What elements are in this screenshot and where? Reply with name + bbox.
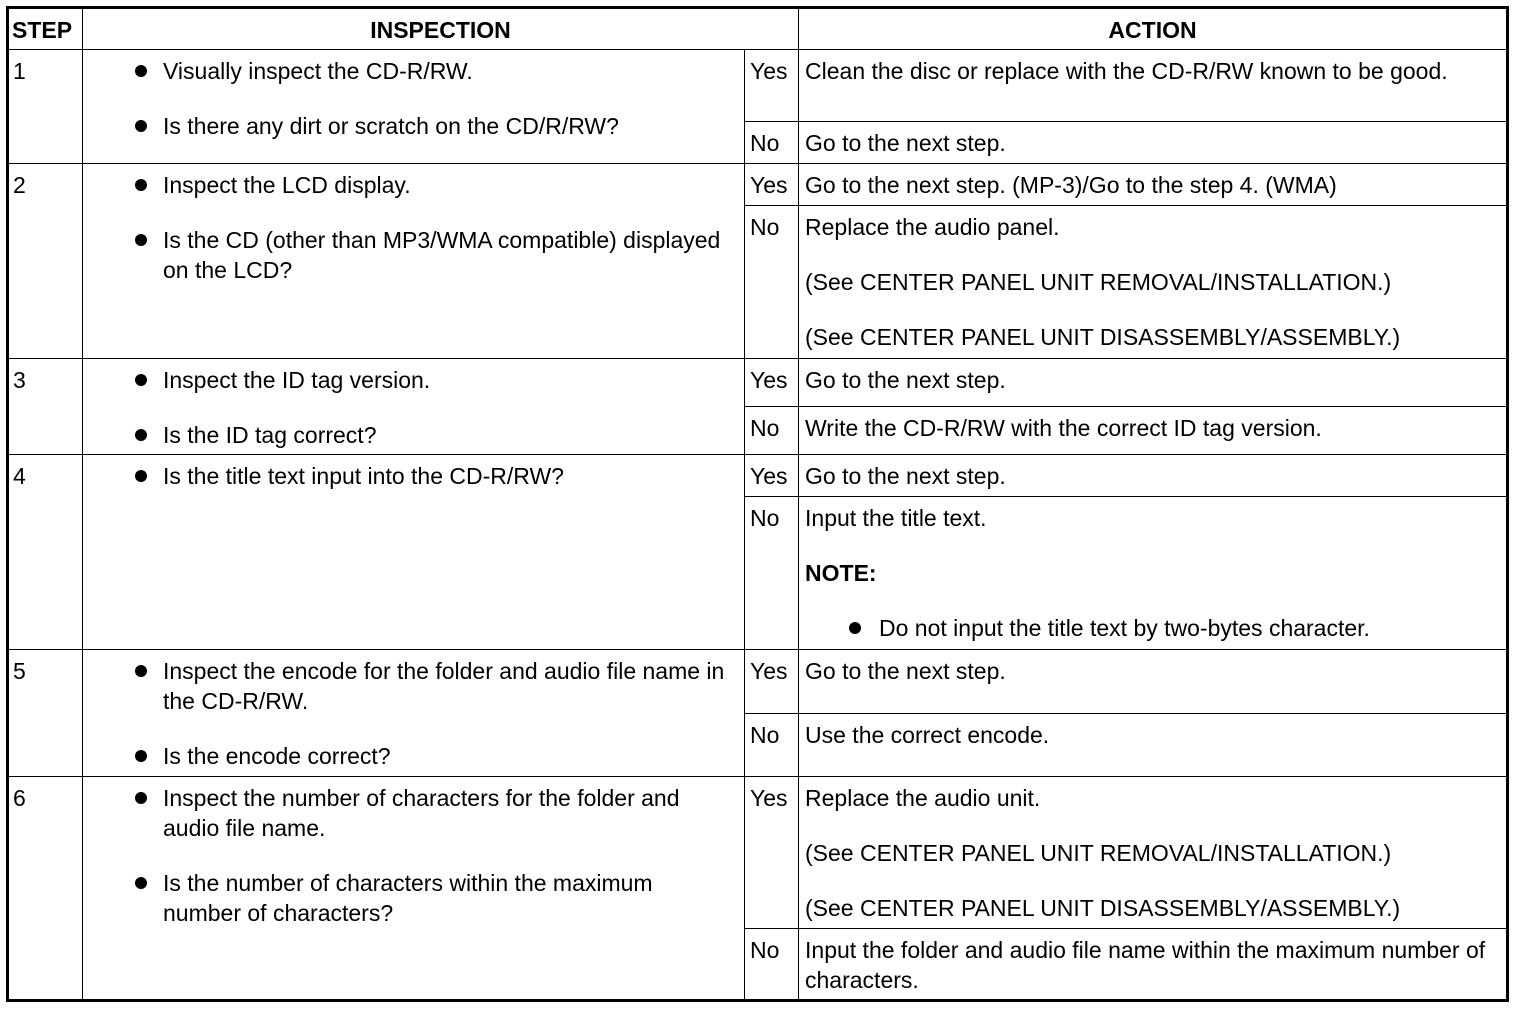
inspection-item: Is the CD (other than MP3/WMA compatible) displayed on the LCD? — [83, 225, 734, 285]
action-line: Write the CD-R/RW with the correct ID tag version. — [805, 415, 1322, 441]
step-number: 4 — [8, 455, 83, 650]
step-number: 3 — [8, 359, 83, 455]
inspection-item: Inspect the ID tag version. — [83, 365, 734, 395]
inspection-item: Is the number of characters within the maximum number of characters? — [83, 868, 734, 928]
step-number: 5 — [8, 650, 83, 777]
inspection-cell — [83, 164, 745, 359]
yes-label: Yes — [745, 50, 799, 122]
action-line: (See CENTER PANEL UNIT DISASSEMBLY/ASSEMBLY.) — [805, 324, 1401, 350]
action-line: Use the correct encode. — [805, 722, 1050, 748]
yes-action — [799, 455, 1508, 497]
inspection-cell — [83, 359, 745, 455]
yes-label: Yes — [745, 650, 799, 714]
no-label: No — [745, 929, 799, 1001]
no-label: No — [745, 497, 799, 650]
yes-label: Yes — [745, 164, 799, 206]
action-line: (See CENTER PANEL UNIT DISASSEMBLY/ASSEMBLY.) — [805, 895, 1401, 921]
table-row — [8, 359, 1508, 407]
action-line: Input the folder and audio file name within the maximum number of characters. — [805, 937, 1486, 993]
step-column-header: STEP — [8, 8, 83, 50]
inspection-column-header: INSPECTION — [83, 8, 799, 50]
no-action — [799, 497, 1508, 650]
no-action — [799, 122, 1508, 164]
table-row — [8, 50, 1508, 122]
step-number: 6 — [8, 777, 83, 1001]
yes-action — [799, 164, 1508, 206]
no-action — [799, 714, 1508, 777]
inspection-item: Inspect the number of characters for the folder and audio file name. — [83, 783, 734, 843]
action-column-header: ACTION — [799, 8, 1508, 50]
yes-action — [799, 359, 1508, 407]
inspection-item: Is the title text input into the CD-R/RW? — [83, 461, 734, 491]
note-label: NOTE: — [805, 560, 877, 586]
no-action — [799, 206, 1508, 359]
no-label: No — [745, 714, 799, 777]
inspection-item: Inspect the LCD display. — [83, 170, 734, 200]
action-line: Go to the next step. — [805, 658, 1006, 684]
action-line: Replace the audio panel. — [805, 214, 1060, 240]
step-number: 1 — [8, 50, 83, 164]
inspection-item: Visually inspect the CD-R/RW. — [83, 56, 734, 86]
table-row — [8, 455, 1508, 497]
inspection-cell — [83, 50, 745, 164]
action-line: Go to the next step. — [805, 463, 1006, 489]
yes-label: Yes — [745, 777, 799, 929]
note-bullet: Do not input the title text by two-bytes character. — [805, 613, 1498, 643]
action-line: Input the title text. — [805, 505, 987, 531]
no-action — [799, 407, 1508, 455]
yes-label: Yes — [745, 455, 799, 497]
header-row — [8, 8, 1508, 50]
inspection-item: Inspect the encode for the folder and audio file name in the CD-R/RW. — [83, 656, 734, 716]
yes-label: Yes — [745, 359, 799, 407]
table-row — [8, 164, 1508, 206]
action-line: (See CENTER PANEL UNIT REMOVAL/INSTALLATION.) — [805, 840, 1392, 866]
inspection-cell — [83, 650, 745, 777]
inspection-item: Is the ID tag correct? — [83, 420, 734, 450]
no-label: No — [745, 407, 799, 455]
action-line: Go to the next step. — [805, 367, 1006, 393]
inspection-cell — [83, 455, 745, 650]
table-row — [8, 650, 1508, 714]
troubleshooting-document — [6, 6, 1508, 1003]
action-line: Go to the next step. — [805, 130, 1006, 156]
inspection-item: Is there any dirt or scratch on the CD/R/RW? — [83, 111, 734, 141]
inspection-item: Is the encode correct? — [83, 741, 734, 771]
table-row — [8, 777, 1508, 929]
no-label: No — [745, 206, 799, 359]
action-line: Clean the disc or replace with the CD-R/RW known to be good. — [805, 58, 1448, 84]
action-line: (See CENTER PANEL UNIT REMOVAL/INSTALLATION.) — [805, 269, 1392, 295]
no-action — [799, 929, 1508, 1001]
action-line: Replace the audio unit. — [805, 785, 1041, 811]
no-label: No — [745, 122, 799, 164]
inspection-table — [6, 6, 1509, 1002]
yes-action — [799, 650, 1508, 714]
yes-action — [799, 777, 1508, 929]
yes-action — [799, 50, 1508, 122]
action-line: Go to the next step. (MP-3)/Go to the step 4. (WMA) — [805, 172, 1337, 198]
inspection-cell — [83, 777, 745, 1001]
step-number: 2 — [8, 164, 83, 359]
